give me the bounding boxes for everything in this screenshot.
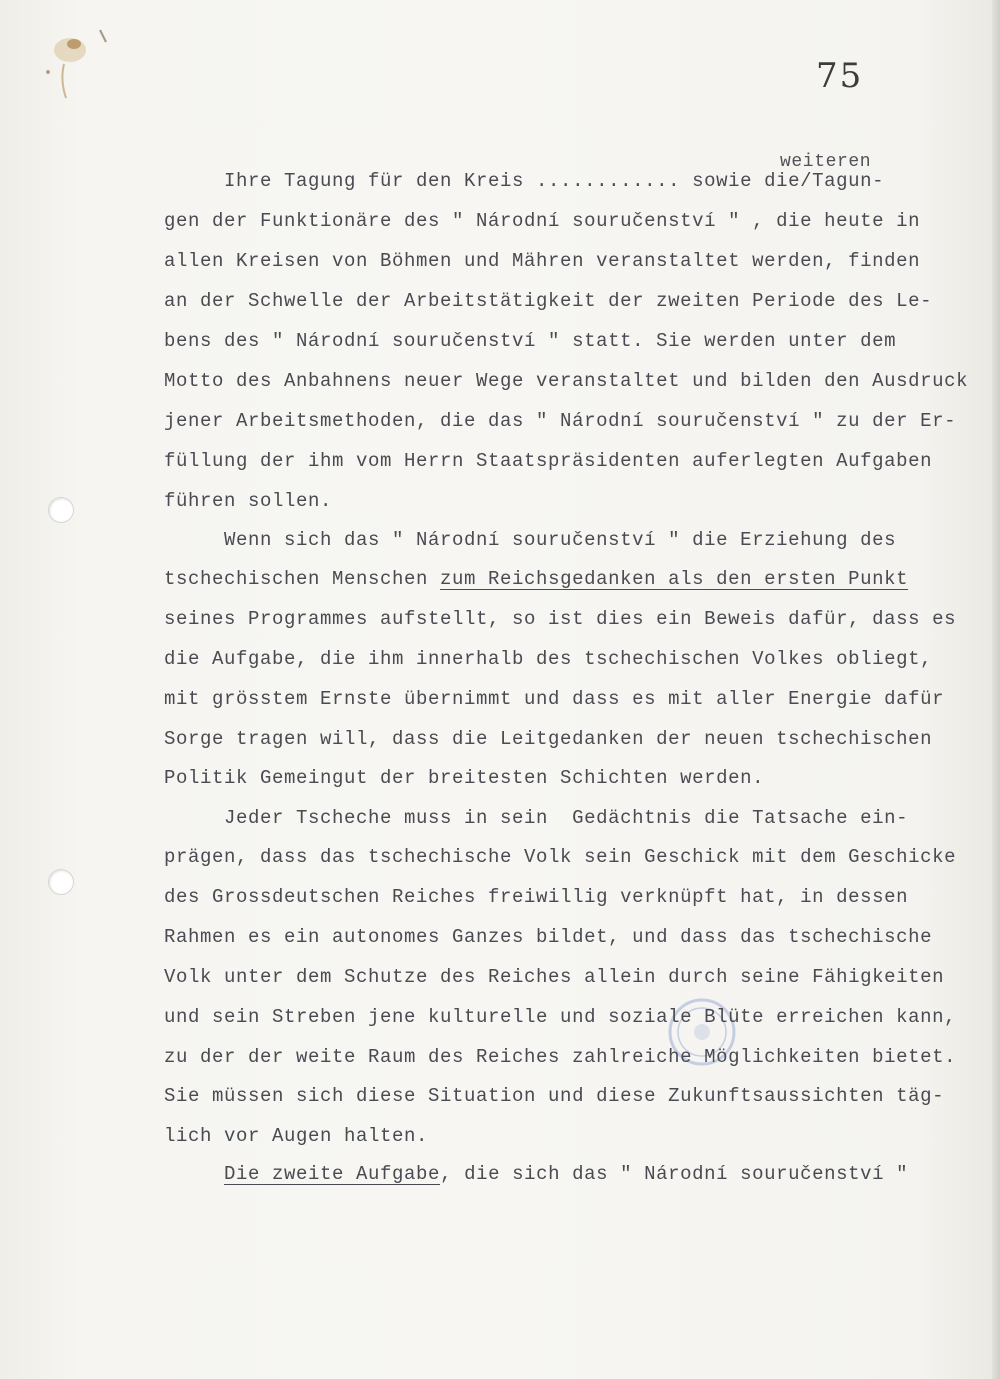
text-line <box>164 170 884 192</box>
rust-stain <box>30 20 110 120</box>
text-line <box>164 1125 428 1147</box>
text-line <box>164 688 944 710</box>
line-text <box>164 1163 224 1185</box>
text-line <box>164 846 956 868</box>
text-line <box>164 886 908 908</box>
punch-hole <box>48 869 74 895</box>
line-text: füllung der ihm vom Herrn Staatspräsidenten auferlegten Aufgaben <box>164 450 933 472</box>
line-text: die Aufgabe, die ihm innerhalb des tschechischen Volkes obliegt, <box>164 648 933 670</box>
underlined-phrase: zum Reichsgedanken als den ersten Punkt <box>440 568 909 590</box>
text-line <box>164 250 920 272</box>
text-line <box>164 1085 944 1107</box>
line-text: Ihre Tagung für den Kreis ............ sowie die/Tagun- <box>164 170 885 192</box>
line-text: gen der Funktionäre des " Národní souručenství " , die heute in <box>164 210 921 232</box>
text-line <box>164 926 932 948</box>
line-text: prägen, dass das tschechische Volk sein Geschick mit dem Geschicke <box>164 846 957 868</box>
line-text: mit grösstem Ernste übernimmt und dass es mit aller Energie dafür <box>164 688 945 710</box>
text-line <box>164 1163 908 1185</box>
line-text: Sorge tragen will, dass die Leitgedanken der neuen tschechischen <box>164 728 933 750</box>
line-text: Jeder Tscheche muss in sein Gedächtnis die Tatsache ein- <box>164 807 909 829</box>
text-line <box>164 767 764 789</box>
text-line <box>164 370 968 392</box>
line-text: tschechischen Menschen <box>164 568 441 590</box>
text-line <box>164 410 956 432</box>
line-text: jener Arbeitsmethoden, die das " Národní souručenství " zu der Er- <box>164 410 957 432</box>
line-text: Sie müssen sich diese Situation und diese Zukunftsaussichten täg- <box>164 1085 945 1107</box>
text-line <box>164 290 932 312</box>
text-line <box>164 490 332 512</box>
line-text: und sein Streben jene kulturelle und soziale Blüte erreichen kann, <box>164 1006 957 1028</box>
line-text: Rahmen es ein autonomes Ganzes bildet, und dass das tschechische <box>164 926 933 948</box>
line-text: Politik Gemeingut der breitesten Schichten werden. <box>164 767 765 789</box>
text-line <box>164 1046 956 1068</box>
text-line <box>164 807 908 829</box>
text-line <box>164 210 920 232</box>
underlined-phrase: Die zweite Aufgabe <box>224 1163 441 1185</box>
line-text: Motto des Anbahnens neuer Wege veranstaltet und bilden den Ausdruck <box>164 370 969 392</box>
text-line <box>164 529 896 551</box>
line-text: des Grossdeutschen Reiches freiwillig verknüpft hat, in dessen <box>164 886 909 908</box>
line-text: führen sollen. <box>164 490 333 512</box>
line-text: lich vor Augen halten. <box>164 1125 429 1147</box>
line-text: bens des " Národní souručenství " statt. Sie werden unter dem <box>164 330 897 352</box>
text-line <box>164 608 956 630</box>
text-line <box>164 966 944 988</box>
text-line <box>164 648 932 670</box>
text-line <box>164 450 932 472</box>
text-line <box>164 568 908 590</box>
text-line <box>164 728 932 750</box>
punch-hole <box>48 497 74 523</box>
page-number: 75 <box>816 56 864 96</box>
line-text: , die sich das " Národní souručenství " <box>440 1163 909 1185</box>
page-edge <box>992 0 1000 1379</box>
line-text: Wenn sich das " Národní souručenství " die Erziehung des <box>164 529 897 551</box>
line-text: allen Kreisen von Böhmen und Mähren veranstaltet werden, finden <box>164 250 921 272</box>
line-text: Volk unter dem Schutze des Reiches allein durch seine Fähigkeiten <box>164 966 945 988</box>
line-text: seines Programmes aufstellt, so ist dies ein Beweis dafür, dass es <box>164 608 957 630</box>
text-line <box>164 1006 956 1028</box>
text-line <box>164 330 896 352</box>
handwritten-insertion: weiteren <box>780 152 872 172</box>
line-text: an der Schwelle der Arbeitstätigkeit der zweiten Periode des Le- <box>164 290 933 312</box>
line-text: zu der der weite Raum des Reiches zahlreiche Möglichkeiten bietet. <box>164 1046 957 1068</box>
